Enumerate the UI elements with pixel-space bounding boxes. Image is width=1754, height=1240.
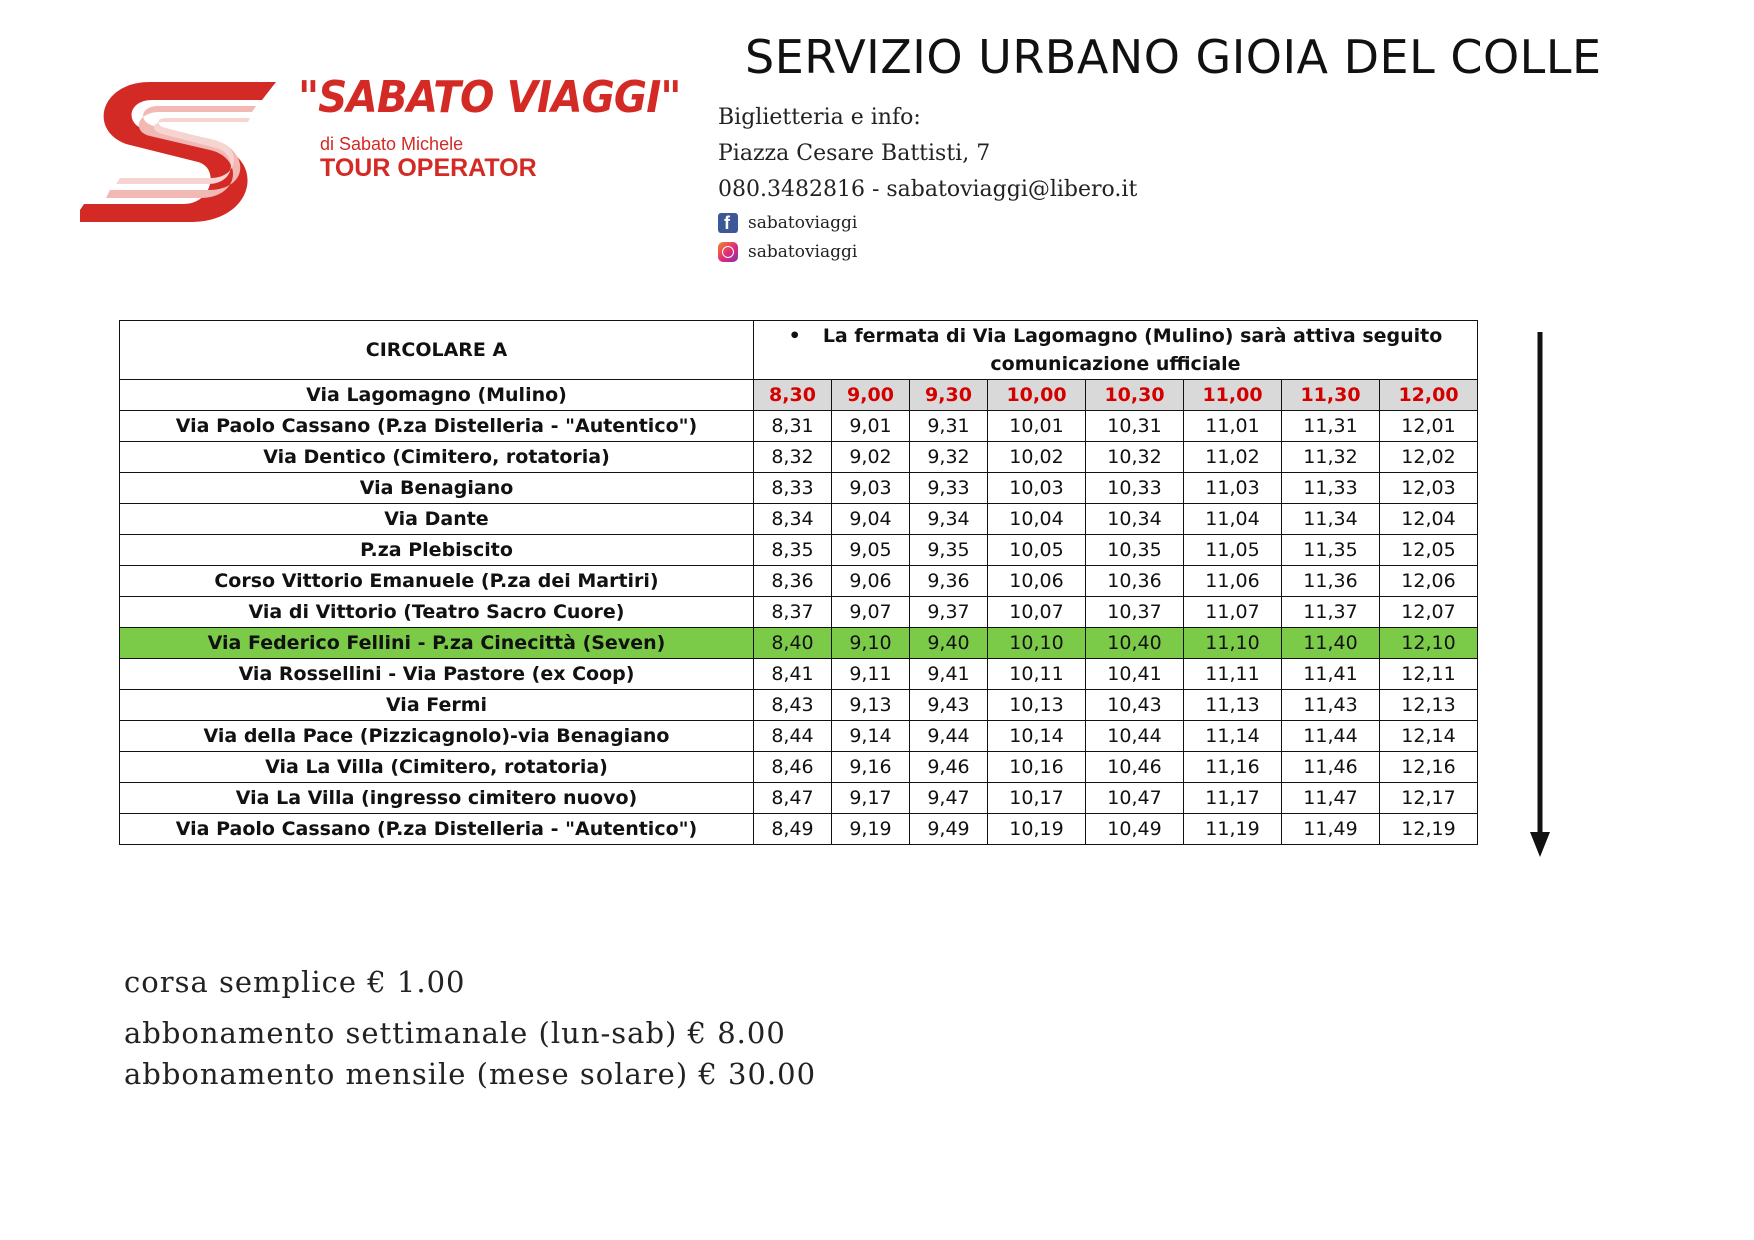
departure-time: 9,46 [910, 752, 988, 783]
departure-time: 10,02 [988, 442, 1086, 473]
departure-time: 9,17 [832, 783, 910, 814]
departure-time: 12,01 [1380, 411, 1478, 442]
departure-time: 12,06 [1380, 566, 1478, 597]
departure-time: 11,05 [1184, 535, 1282, 566]
stop-name: Via di Vittorio (Teatro Sacro Cuore) [120, 597, 754, 628]
timetable-header-row [120, 321, 1478, 380]
table-row [120, 814, 1478, 845]
departure-time: 10,34 [1086, 504, 1184, 535]
departure-time: 10,47 [1086, 783, 1184, 814]
page-title: SERVIZIO URBANO GIOIA DEL COLLE [745, 30, 1602, 84]
departure-time: 11,06 [1184, 566, 1282, 597]
table-row [120, 659, 1478, 690]
stop-name: Via della Pace (Pizzicagnolo)-via Benagiano [120, 721, 754, 752]
departure-time: 9,13 [832, 690, 910, 721]
bullet-icon: • [788, 325, 801, 347]
departure-time: 8,32 [754, 442, 832, 473]
departure-time: 8,41 [754, 659, 832, 690]
stop-name: Via La Villa (Cimitero, rotatoria) [120, 752, 754, 783]
departure-time: 10,43 [1086, 690, 1184, 721]
departure-time: 11,31 [1282, 411, 1380, 442]
fares [124, 965, 816, 1095]
departure-time: 8,49 [754, 814, 832, 845]
departure-time: 10,10 [988, 628, 1086, 659]
stop-name: Via Fermi [120, 690, 754, 721]
departure-time: 11,19 [1184, 814, 1282, 845]
table-row [120, 752, 1478, 783]
table-row [120, 721, 1478, 752]
departure-time: 12,03 [1380, 473, 1478, 504]
table-row [120, 442, 1478, 473]
stop-name: Via Dante [120, 504, 754, 535]
departure-time: 12,19 [1380, 814, 1478, 845]
stop-name: Via Paolo Cassano (P.za Distelleria - "Autentico") [120, 411, 754, 442]
notice-text: La fermata di Via Lagomagno (Mulino) sarà attiva seguito comunicazione ufficiale [822, 325, 1443, 375]
table-row [120, 535, 1478, 566]
address: Piazza Cesare Battisti, 7 [718, 141, 991, 166]
departure-time: 10,40 [1086, 628, 1184, 659]
facebook-handle: sabatoviaggi [748, 212, 858, 233]
departure-time: 10,07 [988, 597, 1086, 628]
departure-time: 11,14 [1184, 721, 1282, 752]
brand-tagline: TOUR OPERATOR [320, 154, 537, 182]
departure-time: 12,04 [1380, 504, 1478, 535]
departure-time: 10,37 [1086, 597, 1184, 628]
departure-time: 8,36 [754, 566, 832, 597]
departure-time: 8,34 [754, 504, 832, 535]
departure-time: 12,11 [1380, 659, 1478, 690]
facebook-row [718, 208, 1137, 237]
departure-time: 10,33 [1086, 473, 1184, 504]
brand-name: "SABATO VIAGGI" [298, 72, 681, 123]
departure-time: 11,01 [1184, 411, 1282, 442]
departure-time: 10,19 [988, 814, 1086, 845]
departure-time: 10,41 [1086, 659, 1184, 690]
departure-time: 11,30 [1282, 380, 1380, 411]
stop-name: Via Dentico (Cimitero, rotatoria) [120, 442, 754, 473]
departure-time: 8,35 [754, 535, 832, 566]
stop-name: Via Federico Fellini - P.za Cinecittà (Seven) [120, 628, 754, 659]
departure-time: 8,40 [754, 628, 832, 659]
route-notice [754, 321, 1478, 380]
table-row [120, 690, 1478, 721]
departure-time: 9,01 [832, 411, 910, 442]
departure-time: 9,10 [832, 628, 910, 659]
departure-time: 10,46 [1086, 752, 1184, 783]
departure-time: 9,44 [910, 721, 988, 752]
departure-time: 11,40 [1282, 628, 1380, 659]
fare-single: corsa semplice € 1.00 [124, 965, 466, 999]
direction-arrow-icon [1525, 332, 1555, 862]
departure-time: 11,44 [1282, 721, 1380, 752]
stop-name: Via Rossellini - Via Pastore (ex Coop) [120, 659, 754, 690]
stop-name: P.za Plebiscito [120, 535, 754, 566]
departure-time: 9,33 [910, 473, 988, 504]
departure-time: 9,47 [910, 783, 988, 814]
departure-time: 9,37 [910, 597, 988, 628]
departure-time: 12,14 [1380, 721, 1478, 752]
departure-time: 9,16 [832, 752, 910, 783]
departure-time: 11,35 [1282, 535, 1380, 566]
departure-time: 12,05 [1380, 535, 1478, 566]
departure-time: 11,13 [1184, 690, 1282, 721]
departure-time: 10,32 [1086, 442, 1184, 473]
departure-time: 12,13 [1380, 690, 1478, 721]
instagram-row [718, 237, 1137, 266]
departure-time: 11,03 [1184, 473, 1282, 504]
brand-logo [80, 62, 720, 232]
departure-time: 11,07 [1184, 597, 1282, 628]
departure-time: 9,32 [910, 442, 988, 473]
departure-time: 10,05 [988, 535, 1086, 566]
departure-time: 11,36 [1282, 566, 1380, 597]
departure-time: 8,30 [754, 380, 832, 411]
departure-time: 8,47 [754, 783, 832, 814]
table-row [120, 380, 1478, 411]
table-row [120, 628, 1478, 659]
stop-name: Corso Vittorio Emanuele (P.za dei Martiri) [120, 566, 754, 597]
departure-time: 8,31 [754, 411, 832, 442]
departure-time: 10,04 [988, 504, 1086, 535]
facebook-icon: f [718, 213, 738, 233]
table-row [120, 566, 1478, 597]
departure-time: 8,46 [754, 752, 832, 783]
departure-time: 10,16 [988, 752, 1086, 783]
instagram-icon [718, 242, 738, 262]
timetable [119, 320, 1478, 845]
table-row [120, 411, 1478, 442]
departure-time: 10,13 [988, 690, 1086, 721]
departure-time: 9,06 [832, 566, 910, 597]
departure-time: 11,43 [1282, 690, 1380, 721]
departure-time: 10,14 [988, 721, 1086, 752]
departure-time: 10,49 [1086, 814, 1184, 845]
departure-time: 11,49 [1282, 814, 1380, 845]
departure-time: 10,30 [1086, 380, 1184, 411]
departure-time: 9,03 [832, 473, 910, 504]
departure-time: 8,43 [754, 690, 832, 721]
departure-time: 11,11 [1184, 659, 1282, 690]
departure-time: 11,00 [1184, 380, 1282, 411]
departure-time: 8,44 [754, 721, 832, 752]
departure-time: 8,33 [754, 473, 832, 504]
departure-time: 11,10 [1184, 628, 1282, 659]
fare-monthly: abbonamento mensile (mese solare) € 30.00 [124, 1057, 817, 1091]
departure-time: 9,02 [832, 442, 910, 473]
table-row [120, 783, 1478, 814]
departure-time: 12,00 [1380, 380, 1478, 411]
departure-time: 10,03 [988, 473, 1086, 504]
departure-time: 10,36 [1086, 566, 1184, 597]
departure-time: 9,34 [910, 504, 988, 535]
departure-time: 9,19 [832, 814, 910, 845]
logo-s-mark-icon [80, 62, 280, 232]
fare-weekly: abbonamento settimanale (lun-sab) € 8.00 [124, 1016, 786, 1050]
instagram-handle: sabatoviaggi [748, 241, 858, 262]
info-label: Biglietteria e info: [718, 105, 921, 130]
departure-time: 9,41 [910, 659, 988, 690]
departure-time: 11,17 [1184, 783, 1282, 814]
departure-time: 9,43 [910, 690, 988, 721]
departure-time: 11,16 [1184, 752, 1282, 783]
departure-time: 11,32 [1282, 442, 1380, 473]
departure-time: 9,00 [832, 380, 910, 411]
departure-time: 9,04 [832, 504, 910, 535]
departure-time: 9,14 [832, 721, 910, 752]
departure-time: 10,17 [988, 783, 1086, 814]
brand-owner: di Sabato Michele [320, 134, 464, 154]
departure-time: 12,07 [1380, 597, 1478, 628]
departure-time: 10,00 [988, 380, 1086, 411]
stop-name: Via Benagiano [120, 473, 754, 504]
departure-time: 11,46 [1282, 752, 1380, 783]
departure-time: 9,40 [910, 628, 988, 659]
departure-time: 10,06 [988, 566, 1086, 597]
departure-time: 9,36 [910, 566, 988, 597]
departure-time: 9,30 [910, 380, 988, 411]
departure-time: 12,16 [1380, 752, 1478, 783]
departure-time: 9,31 [910, 411, 988, 442]
table-row [120, 504, 1478, 535]
stop-name: Via Lagomagno (Mulino) [120, 380, 754, 411]
departure-time: 9,05 [832, 535, 910, 566]
route-title: CIRCOLARE A [120, 321, 754, 380]
departure-time: 11,37 [1282, 597, 1380, 628]
contact-line: 080.3482816 - sabatoviaggi@libero.it [718, 177, 1138, 202]
stop-name: Via La Villa (ingresso cimitero nuovo) [120, 783, 754, 814]
departure-time: 11,02 [1184, 442, 1282, 473]
departure-time: 9,07 [832, 597, 910, 628]
table-row [120, 473, 1478, 504]
departure-time: 10,01 [988, 411, 1086, 442]
contact-info [718, 100, 1137, 266]
departure-time: 8,37 [754, 597, 832, 628]
departure-time: 12,17 [1380, 783, 1478, 814]
departure-time: 11,47 [1282, 783, 1380, 814]
departure-time: 11,41 [1282, 659, 1380, 690]
departure-time: 11,34 [1282, 504, 1380, 535]
departure-time: 10,44 [1086, 721, 1184, 752]
departure-time: 9,49 [910, 814, 988, 845]
departure-time: 12,02 [1380, 442, 1478, 473]
departure-time: 11,33 [1282, 473, 1380, 504]
table-row [120, 597, 1478, 628]
departure-time: 10,11 [988, 659, 1086, 690]
departure-time: 9,35 [910, 535, 988, 566]
departure-time: 11,04 [1184, 504, 1282, 535]
departure-time: 10,35 [1086, 535, 1184, 566]
departure-time: 12,10 [1380, 628, 1478, 659]
stop-name: Via Paolo Cassano (P.za Distelleria - "Autentico") [120, 814, 754, 845]
departure-time: 9,11 [832, 659, 910, 690]
departure-time: 10,31 [1086, 411, 1184, 442]
